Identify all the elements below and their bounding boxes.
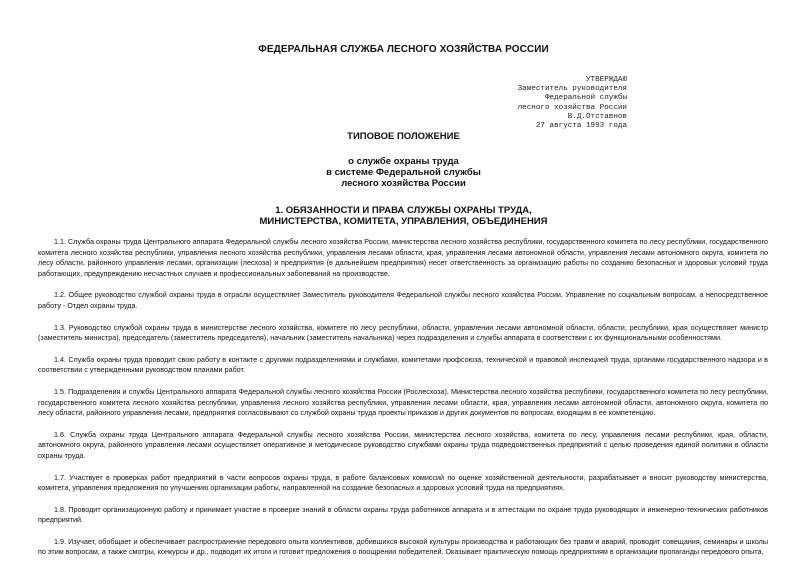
approval-line: лесного хозяйства России — [517, 103, 627, 112]
paragraph: 1.6. Служба охраны труда Центрального аппарата Федеральной службы лесного хозяйства России, министерства лесного хозяйства, комитета по лесу, управления лесами республики, края, области, автономного округа, районного управления лесами осуществляет оперативное и методическое руководство службами охраны труда подведомственных предприятий с целью проведения единой политики в области охраны труда. — [38, 429, 768, 460]
approval-line: Заместитель руководителя — [517, 85, 627, 94]
approval-line: В.Д.Отставнов — [567, 112, 627, 121]
section-body — [38, 237, 768, 569]
paragraph: 1.2. Общее руководство службой охраны труда в отрасли осуществляет Заместитель руководителя Федеральной службы лесного хозяйства России, Управление по социальным вопросам, а непосредственное работу - Отдел охраны труда. — [38, 290, 768, 310]
section-heading-line: МИНИСТЕРСТВА, КОМИТЕТА, УПРАВЛЕНИЯ, ОБЪЕДИНЕНИЯ — [259, 216, 548, 227]
document-subtitle — [0, 156, 807, 189]
paragraph: 1.9. Изучает, обобщает и обеспечивает распространение передового опыта коллективов, добившихся высокой культуры производства и работающих без травм и аварий, проводит совещания, семинары и школы по этим вопросам, а также смотры, конкурсы и др., подводит их итоги и готовит предложения о поощрении победителей. Оказывает практическую помощь предприятиям в организации пропаганды передового опыта, — [38, 536, 768, 557]
approval-block — [518, 76, 627, 131]
approval-line: УТВЕРЖДАЮ — [585, 76, 627, 84]
document-title: ТИПОВОЕ ПОЛОЖЕНИЕ — [347, 131, 460, 142]
paragraph: 1.5. Подразделения и службы Центрального аппарата Федеральной службы лесного хозяйства России (Рослесхоза), Министерства лесного хозяйства республики, государственного комитета по лесу республики, государственного комитета лесного хозяйства республики, управления лесного хозяйства республики, управления лесами области, края, управления лесами автономной области, автономного округа, комитета по лесу области, районного управления лесами, предприятия согласовывают со службой охраны труда проекты приказов и других документов по вопросам, входящим в ее компетенцию. — [38, 386, 768, 418]
paragraph: 1.4. Служба охраны труда проводит свою работу в контакте с другими подразделениями и службами, комитетами профсоюза, технической и правовой инспекцией труда, органами государственного надзора и в соответствии с утвержденными руководством планами работ. — [38, 354, 768, 375]
approval-line: 27 августа 1993 года — [535, 122, 627, 131]
paragraph: 1.7. Участвует в проверках работ предприятий в части вопросов охраны труда, в работе балансовых комиссий по оценке хозяйственной деятельности, разрабатывает и вносит руководству министерства, комитета, управления предложения по улучшению организации работы, направленной на создание безопасных и здоровых условий труда на предприятиях. — [38, 472, 768, 493]
paragraph: 1.1. Служба охраны труда Центрального аппарата Федеральной службы лесного хозяйства России, министерства лесного хозяйства республики, государственного комитета по лесу республики, государственного комитета лесного хозяйства республики, управления лесного хозяйства республики, управления лесами области, края, управления лесами автономной области, управления лесами автономного округа, комитета по лесу области, районного управления лесами, организации (лесхоза) и предприятия (в дальнейшем предприятия) несет ответственность за организацию работы по созданию безопасных и здоровых условий труда работающих, предупреждению несчастных случаев и профессиональных заболеваний на производстве. — [38, 237, 768, 278]
subtitle-line: в системе Федеральной службы — [326, 167, 481, 178]
subtitle-line: о службе охраны труда — [348, 156, 459, 167]
approval-line: Федеральной службы — [544, 94, 627, 103]
section-heading-line: 1. ОБЯЗАННОСТИ И ПРАВА СЛУЖБЫ ОХРАНЫ ТРУДА, — [275, 205, 532, 216]
paragraph: 1.3. Руководство службой охраны труда в министерстве лесного хозяйства, комитете по лесу республики, области, управлении лесами автономной области, области, республики, края осуществляет министр (заместитель министра), председатель (заместитель председателя), начальник (заместитель начальника) через подразделения и службы аппарата в соответствии с их функциональными особенностями. — [38, 322, 768, 343]
agency-header: ФЕДЕРАЛЬНАЯ СЛУЖБА ЛЕСНОГО ХОЗЯЙСТВА РОССИИ — [258, 44, 549, 55]
paragraph: 1.8. Проводит организационную работу и принимает участие в проверке знаний в области охраны труда работников аппарата и в аттестации по охране труда руководящих и инженерно-технических работников предприятий. — [38, 504, 768, 525]
section-heading — [0, 205, 807, 227]
subtitle-line: лесного хозяйства России — [341, 178, 466, 189]
